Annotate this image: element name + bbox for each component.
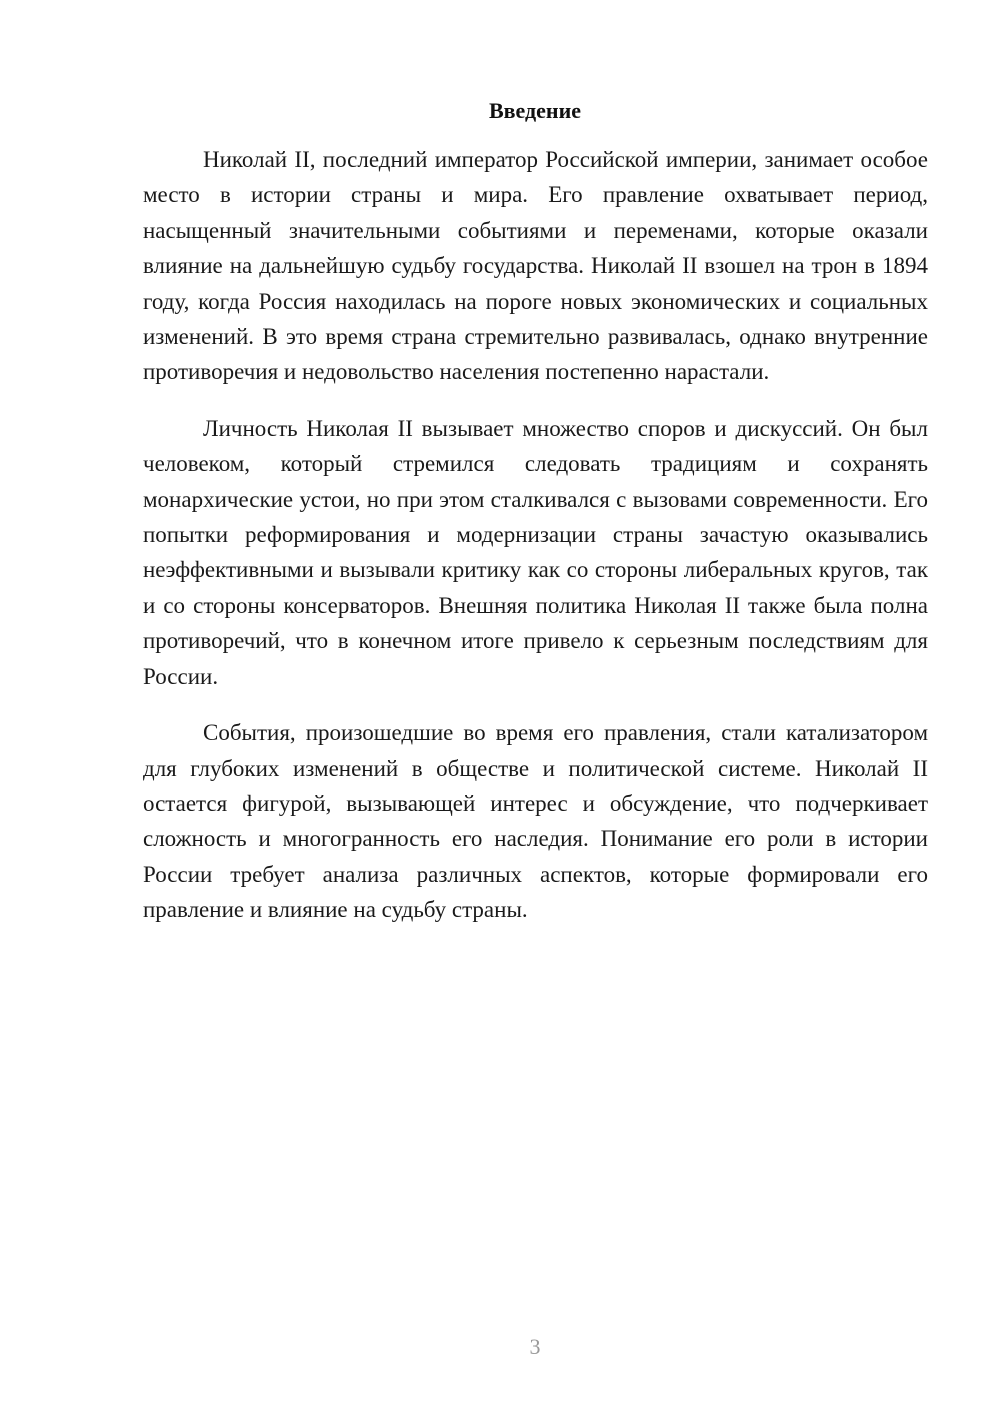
section-title: Введение (488, 98, 582, 123)
body-text (143, 142, 928, 949)
paragraph-2: Личность Николая II вызывает множество споров и дискуссий. Он был человеком, который стремился следовать традициям и сохранять монархические устои, но при этом сталкивался с вызовами современности. Его попытки реформирования и модернизации страны зачастую оказывались неэффективными и вызывали критику как со стороны либеральных кругов, так и со стороны консерваторов. Внешняя политика Николая II также была полна противоречий, что в конечном итоге привело к серьезным последствиям для России. (143, 415, 928, 689)
page-number: 3 (529, 1334, 541, 1359)
paragraph-3: События, произошедшие во время его правления, стали катализатором для глубоких изменений в обществе и политической системе. Николай II остается фигурой, вызывающей интерес и обсуждение, что подчеркивает сложность и многогранность его наследия. Понимание его роли в истории России требует анализа различных аспектов, которые формировали его правление и влияние на судьбу страны. (143, 720, 928, 923)
paragraph-1: Николай II, последний император Российской империи, занимает особое место в истории страны и мира. Его правление охватывает период, насыщенный значительными событиями и переменами, которые оказали влияние на дальнейшую судьбу государства. Николай II взошел на трон в 1894 году, когда Россия находилась на пороге новых экономических и социальных изменений. В это время страна стремительно развивалась, однако внутренние противоречия и недовольство населения постепенно нарастали. (143, 147, 928, 385)
